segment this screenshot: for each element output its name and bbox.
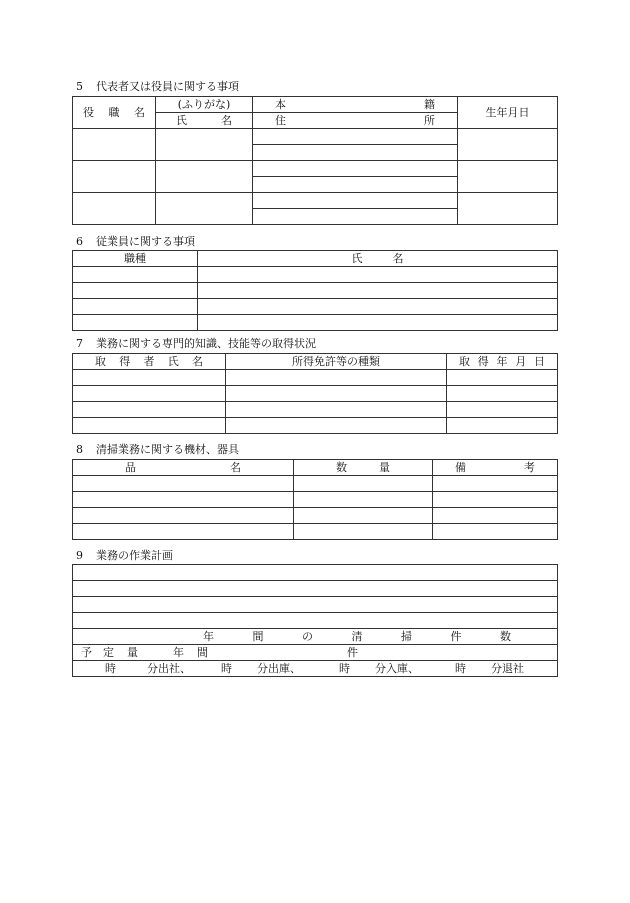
cell (73, 565, 558, 581)
cell (73, 402, 226, 418)
cell (458, 129, 558, 161)
section-5-title (76, 78, 239, 94)
section-9-title (76, 547, 173, 563)
cell (226, 418, 447, 434)
cell (433, 476, 558, 492)
cell (253, 193, 458, 209)
header-address: 住 所 (253, 113, 458, 129)
cell (253, 209, 458, 225)
cell (447, 386, 558, 402)
cell (156, 193, 253, 225)
header-furigana: (ふりがな) (156, 97, 253, 113)
work-plan-table (72, 564, 558, 677)
cell (73, 370, 226, 386)
cell (226, 402, 447, 418)
cell (433, 524, 558, 540)
header-acquired-date: 取 得 年 月 日 (447, 354, 558, 370)
cell (226, 370, 447, 386)
header-holder-name: 取 得 者 氏 名 (73, 354, 226, 370)
cell (294, 476, 433, 492)
cell (226, 386, 447, 402)
section-number: 6 (76, 235, 83, 248)
cell (73, 597, 558, 613)
cell (253, 177, 458, 193)
cell (73, 315, 198, 331)
qualifications-table (72, 353, 558, 434)
cell (458, 193, 558, 225)
section-6-title (76, 233, 195, 249)
annual-cleaning-count-row: 年 間 の 清 掃 件 数 (73, 629, 558, 645)
header-license-type: 所得免許等の種類 (226, 354, 447, 370)
cell (73, 386, 226, 402)
cell (73, 581, 558, 597)
cell (73, 613, 558, 629)
section-heading: 従業員に関する事項 (96, 235, 195, 248)
cell (253, 161, 458, 177)
cell (447, 418, 558, 434)
section-heading: 業務の作業計画 (96, 549, 173, 562)
cell (73, 524, 294, 540)
employees-table (72, 250, 558, 331)
header-quantity: 数 量 (294, 460, 433, 476)
section-7-title (76, 335, 316, 351)
section-8-title (76, 441, 239, 457)
header-position: 役 職 名 (73, 97, 156, 129)
cell (73, 299, 198, 315)
cell (447, 370, 558, 386)
cell (73, 476, 294, 492)
cell (73, 267, 198, 283)
equipment-table (72, 459, 558, 540)
cell (198, 299, 558, 315)
cell (198, 283, 558, 299)
header-job-type: 職種 (73, 251, 198, 267)
count-unit: 件 (347, 646, 358, 659)
section-number: 8 (76, 443, 83, 456)
cell (294, 492, 433, 508)
cell (198, 315, 558, 331)
cell (73, 492, 294, 508)
section-number: 5 (76, 80, 83, 93)
cell (73, 283, 198, 299)
header-birthdate: 生年月日 (458, 97, 558, 129)
cell (458, 161, 558, 193)
planned-volume-row: 予 定 量 年 間 件 (73, 645, 558, 661)
cell (73, 193, 156, 225)
cell (294, 524, 433, 540)
cell (73, 129, 156, 161)
section-heading: 清掃業務に関する機材、器具 (96, 443, 239, 456)
cell (433, 492, 558, 508)
header-remarks: 備 考 (433, 460, 558, 476)
cell (253, 145, 458, 161)
header-item-name: 品 名 (73, 460, 294, 476)
header-domicile: 本 籍 (253, 97, 458, 113)
officers-table (72, 96, 558, 225)
header-name: 氏 名 (198, 251, 558, 267)
header-name: 氏 名 (156, 113, 253, 129)
cell (73, 161, 156, 193)
cell (156, 129, 253, 161)
cell (253, 129, 458, 145)
cell (73, 418, 226, 434)
section-number: 9 (76, 549, 83, 562)
cell (447, 402, 558, 418)
section-heading: 業務に関する専門的知識、技能等の取得状況 (96, 337, 316, 350)
section-heading: 代表者又は役員に関する事項 (96, 80, 239, 93)
cell (156, 161, 253, 193)
cell (294, 508, 433, 524)
cell (73, 508, 294, 524)
cell (433, 508, 558, 524)
schedule-row: 時 分出社、 時 分出庫、 時 分入庫、 時 分退社 (73, 661, 558, 677)
cell (198, 267, 558, 283)
section-number: 7 (76, 337, 83, 350)
